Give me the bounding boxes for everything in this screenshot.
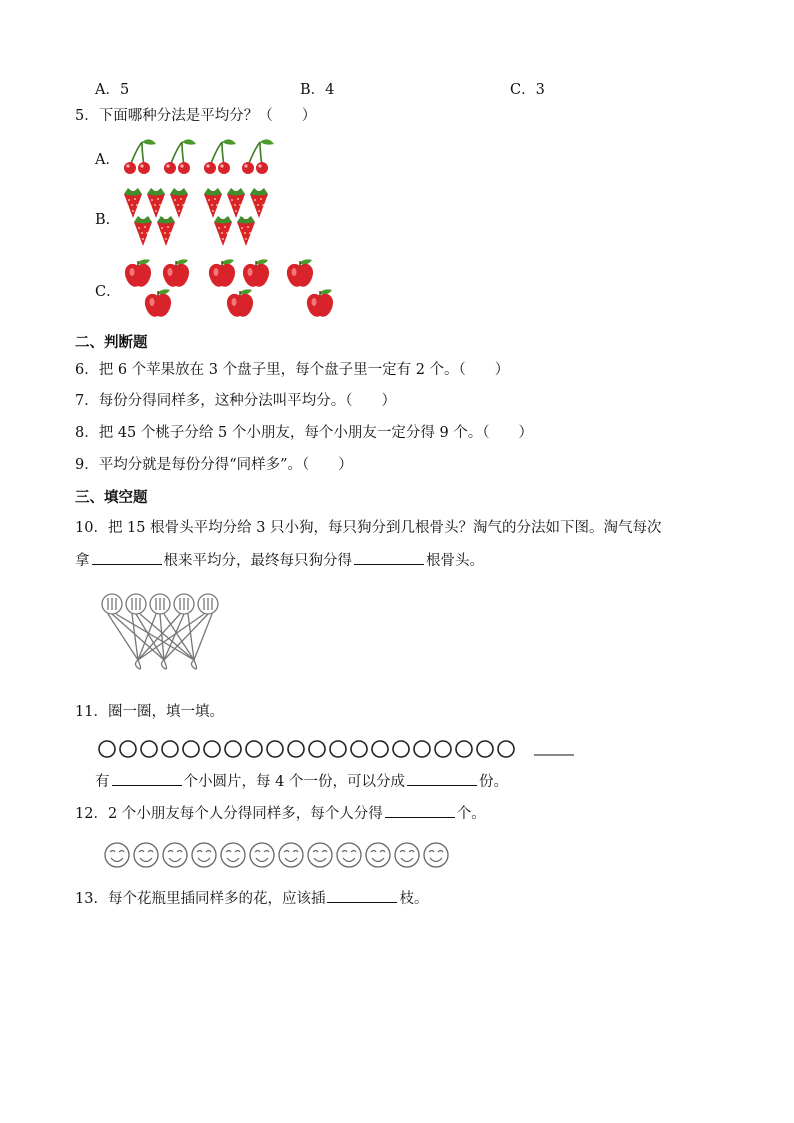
question-10-line2 — [75, 550, 484, 571]
smiley-face-icon — [192, 843, 216, 867]
small-circle — [351, 741, 367, 757]
small-circle — [330, 741, 346, 757]
cherry-pair-4 — [242, 139, 274, 174]
small-circle — [267, 741, 283, 757]
smiley-face-icon — [337, 843, 361, 867]
q12-blank-1[interactable] — [385, 803, 455, 818]
small-circle — [120, 741, 136, 757]
small-circle — [456, 741, 472, 757]
small-circle — [435, 741, 451, 757]
small-circle — [162, 741, 178, 757]
question-10-line1: 10．把 15 根骨头平均分给 3 只小狗，每只狗分到几根骨头？淘气的分法如下图。淘气每次 — [75, 520, 662, 536]
small-circle — [477, 741, 493, 757]
question-9: 9．平均分就是每份分得“同样多”。（ ） — [75, 457, 353, 473]
q10-text-3: 根骨头。 — [426, 553, 484, 569]
question-11-line2 — [95, 771, 508, 792]
q10-blank-2[interactable] — [354, 550, 424, 565]
smiley-faces-row — [104, 840, 460, 870]
smiley-face-icon — [105, 843, 129, 867]
q5-option-b-label[interactable]: B． — [95, 212, 121, 228]
option-b[interactable]: B．4 — [300, 82, 335, 98]
question-11-title: 11．圈一圈，填一填。 — [75, 704, 224, 720]
question-8: 8．把 45 个桃子分给 5 个小朋友，每个小朋友一定分得 9 个。（ ） — [75, 425, 534, 441]
q10-text-2: 根来平均分，最终每只狗分得 — [163, 553, 352, 569]
cherry-pair-3 — [204, 139, 236, 174]
q5-option-c-label[interactable]: C． — [95, 284, 121, 300]
small-circle — [99, 741, 115, 757]
cherry-pair-2 — [164, 139, 196, 174]
q11-text-2: 个小圆片，每 4 个一份，可以分成 — [183, 774, 405, 790]
smiley-face-icon — [279, 843, 303, 867]
small-circle — [246, 741, 262, 757]
small-circle — [141, 741, 157, 757]
section-judgment-title: 二、判断题 — [75, 335, 148, 351]
option-c[interactable]: C．3 — [510, 82, 545, 98]
q12-text-1: 12．2 个小朋友每个人分得同样多，每个人分得 — [75, 806, 383, 822]
small-circle — [288, 741, 304, 757]
smiley-face-icon — [221, 843, 245, 867]
bones-division-diagram — [98, 588, 228, 680]
q11-text-1: 有 — [95, 774, 110, 790]
question-12 — [75, 803, 486, 824]
smiley-face-icon — [395, 843, 419, 867]
q11-text-3: 份。 — [478, 774, 508, 790]
apples-illustration — [120, 254, 340, 320]
q10-text-1: 拿 — [75, 553, 90, 569]
question-5: 5．下面哪种分法是平均分？（ ） — [75, 108, 317, 124]
q13-text-2: 枝。 — [399, 891, 429, 907]
smiley-face-icon — [308, 843, 332, 867]
small-circle — [393, 741, 409, 757]
q13-text-1: 13．每个花瓶里插同样多的花，应该插 — [75, 891, 326, 907]
small-circle — [225, 741, 241, 757]
smiley-face-icon — [424, 843, 448, 867]
question-6: 6．把 6 个苹果放在 3 个盘子里，每个盘子里一定有 2 个。（ ） — [75, 362, 510, 378]
smiley-face-icon — [163, 843, 187, 867]
small-circle — [309, 741, 325, 757]
q5-option-a-label[interactable]: A． — [95, 152, 120, 168]
q10-blank-1[interactable] — [92, 550, 162, 565]
q12-text-2: 个。 — [456, 806, 486, 822]
cherries-illustration — [120, 136, 280, 178]
option-a[interactable]: A．5 — [95, 82, 130, 98]
small-circle — [498, 741, 514, 757]
question-7: 7．每份分得同样多，这种分法叫平均分。（ ） — [75, 393, 396, 409]
q11-blank-1[interactable] — [112, 771, 182, 786]
small-circle — [204, 741, 220, 757]
strawberries-illustration — [120, 186, 280, 248]
circles-row — [98, 738, 578, 760]
smiley-face-icon — [134, 843, 158, 867]
q13-blank-1[interactable] — [327, 888, 397, 903]
q11-blank-2[interactable] — [407, 771, 477, 786]
small-circle — [372, 741, 388, 757]
small-circle — [183, 741, 199, 757]
section-fill-title: 三、填空题 — [75, 490, 148, 506]
smiley-face-icon — [250, 843, 274, 867]
small-circle — [414, 741, 430, 757]
question-13 — [75, 888, 428, 909]
smiley-face-icon — [366, 843, 390, 867]
cherry-pair-1 — [124, 139, 156, 174]
